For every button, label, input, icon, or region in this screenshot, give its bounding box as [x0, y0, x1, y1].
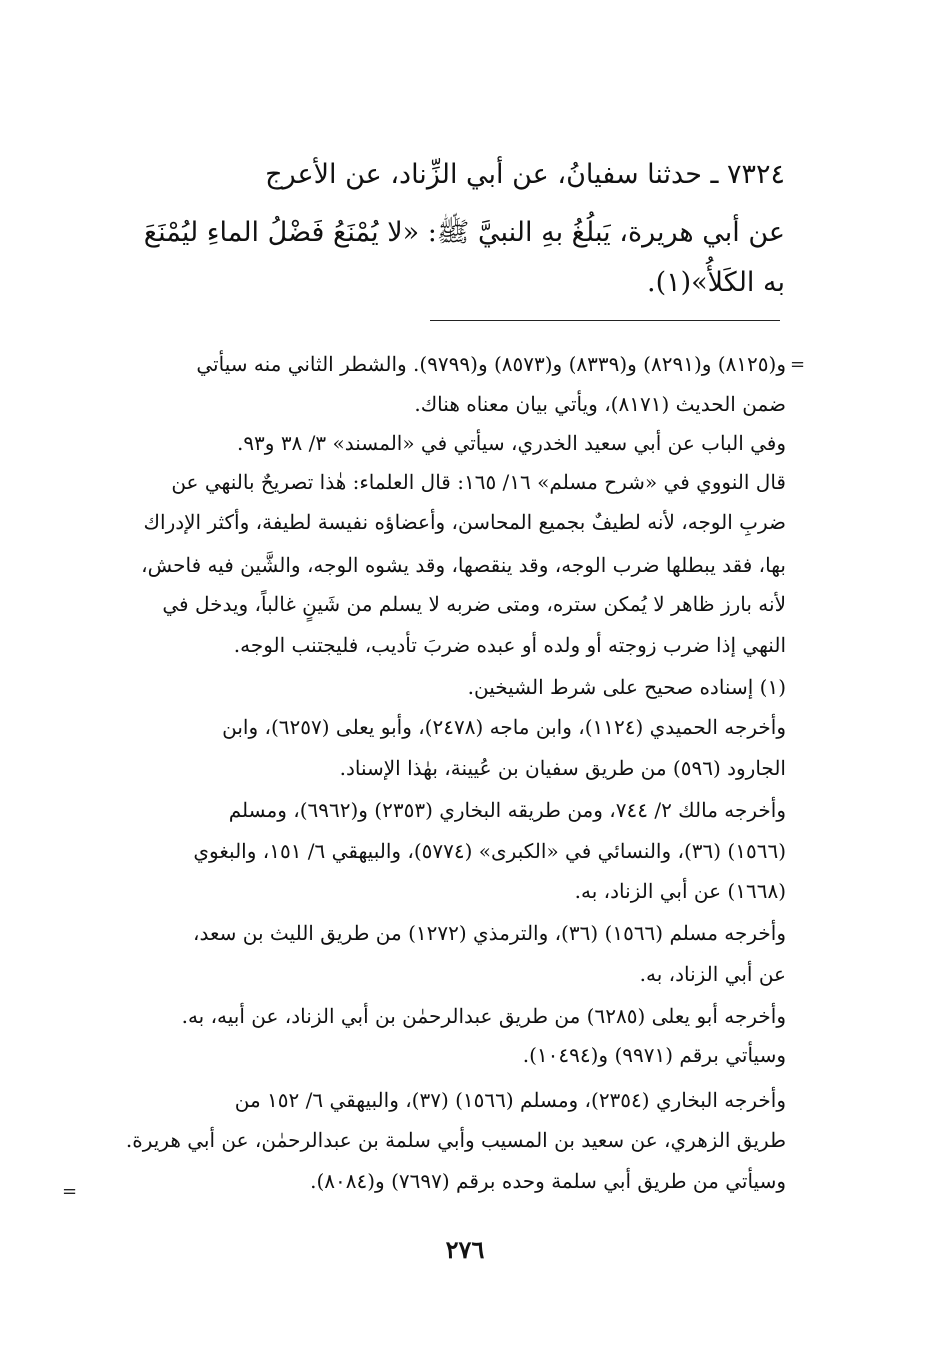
footnote-line: وأخرجه مالك ٢/ ٧٤٤، ومن طريقه البخاري (٢٣٥٣) و(٦٩٦٢)، ومسلم [228, 798, 786, 822]
footnote-line: (١٦٦٨) عن أبي الزناد، به. [574, 879, 786, 903]
footnote-line: الجارود (٥٩٦) من طريق سفيان بن عُيينة، بهٰذا الإسناد. [339, 756, 786, 780]
footnote-line: وأخرجه أبو يعلى (٦٢٨٥) من طريق عبدالرحمٰن بن أبي الزناد، عن أبيه، به. [181, 1004, 786, 1028]
footnote-line: ضمن الحديث (٨١٧١)، ويأتي بيان معناه هناك. [414, 392, 786, 416]
footnote-line: (١٥٦٦) (٣٦)، والنسائي في «الكبرى» (٥٧٧٤)، والبيهقي ٦/ ١٥١، والبغوي [193, 839, 786, 863]
footnote-line: وأخرجه البخاري (٢٣٥٤)، ومسلم (١٥٦٦) (٣٧)، والبيهقي ٦/ ١٥٢ من [234, 1088, 786, 1112]
footnote-line: قال النووي في «شرح مسلم» ١٦/ ١٦٥: قال العلماء: هٰذا تصريحٌ بالنهي عن [171, 470, 786, 494]
footnote-line: و(٨١٢٥) و(٨٢٩١) و(٨٣٣٩) و(٨٥٧٣) و(٩٧٩٩). والشطر الثاني منه سيأتي [196, 352, 786, 376]
footnote-line: النهي إذا ضرب زوجته أو ولده أو عبده ضربَ تأديب، فليجتنب الوجه. [233, 633, 786, 657]
continuation-mark-top: = [790, 354, 806, 375]
footnote-line: لأنه بارز ظاهر لا يُمكن ستره، ومتى ضربه لا يسلم من شَينٍ غالباً، ويدخل في [162, 592, 786, 616]
footnote-line: بها، فقد يبطلها ضرب الوجه، وقد ينقصها، وقد يشوه الوجه، والشَّين فيه فاحش، [141, 553, 786, 577]
hadith-line-1: ٧٣٢٤ ـ حدثنا سفيانُ، عن أبي الزِّناد، عن الأعرج [265, 159, 785, 190]
footnote-line: (١) إسناده صحيح على شرط الشيخين. [467, 675, 786, 699]
footnote-line: طريق الزهري، عن سعيد بن المسيب وأبي سلمة بن عبدالرحمٰن، عن أبي هريرة. [125, 1128, 786, 1152]
footnote-line: عن أبي الزناد، به. [639, 962, 786, 986]
footnote-line: وسيأتي من طريق أبي سلمة وحده برقم (٧٦٩٧) و(٨٠٨٤). [310, 1169, 786, 1193]
footnote-separator [430, 320, 780, 321]
footnote-line: ضربِ الوجه، لأنه لطيفٌ بجميع المحاسن، وأعضاؤه نفيسة لطيفة، وأكثر الإدراك [143, 510, 786, 534]
page-number: ٢٧٦ [445, 1235, 485, 1264]
continuation-mark-bottom: = [62, 1181, 78, 1202]
hadith-line-2: عن أبي هريرة، يَبلُغُ بهِ النبيَّ ﷺ: «لا يُمْنَعُ فَضْلُ الماءِ ليُمْنَعَ [143, 217, 785, 248]
footnote-line: وسيأتي برقم (٩٩٧١) و(١٠٤٩٤). [522, 1043, 786, 1067]
footnote-line: وأخرجه الحميدي (١١٢٤)، وابن ماجه (٢٤٧٨)، وأبو يعلى (٦٢٥٧)، وابن [222, 715, 786, 739]
hadith-line-3: به الكَلأُ»(١). [646, 267, 785, 298]
footnote-line: وأخرجه مسلم (١٥٦٦) (٣٦)، والترمذي (١٢٧٢) من طريق الليث بن سعد، [193, 921, 786, 945]
footnote-line: وفي الباب عن أبي سعيد الخدري، سيأتي في «المسند» ٣/ ٣٨ و٩٣. [236, 431, 786, 455]
